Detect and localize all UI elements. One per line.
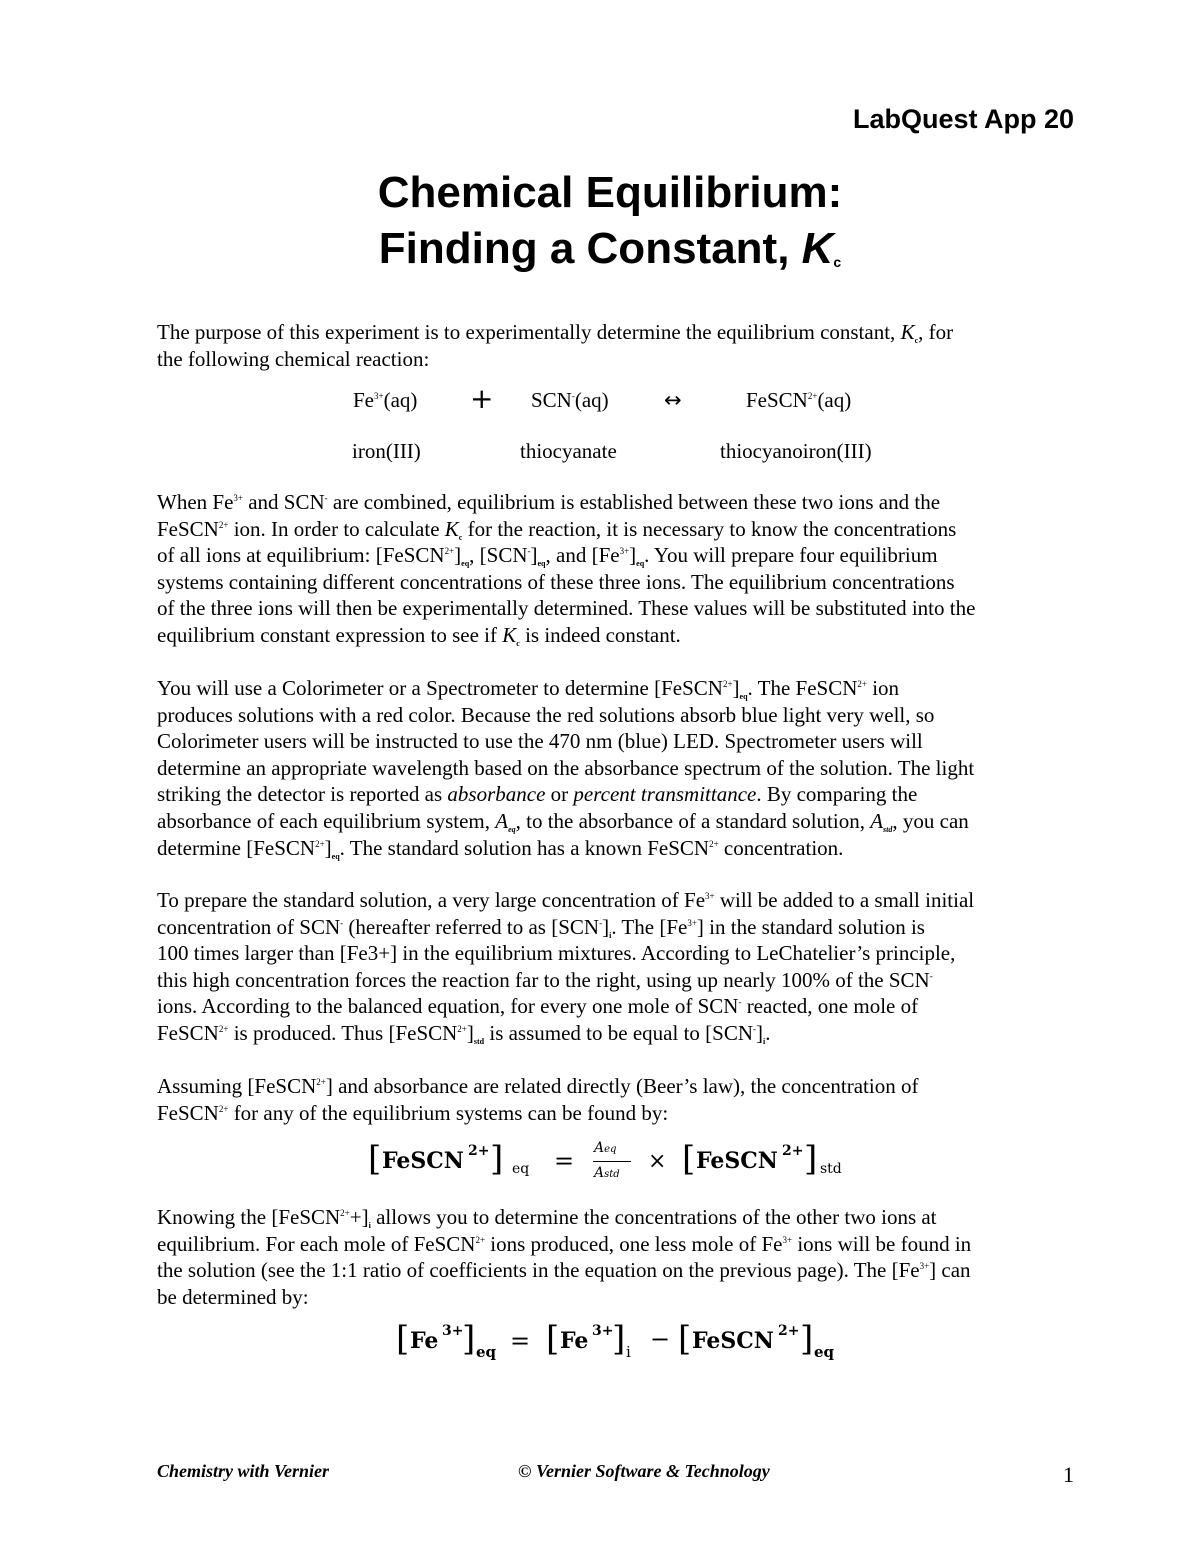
superscript: 2+ [218,519,229,530]
p3-l5a: striking the detector is reported as [157,782,448,807]
subscript: c [516,638,520,648]
text-run: and SCN [242,490,325,514]
f2-fescn: FeSCN [692,1328,774,1354]
p2-line [157,569,1077,596]
f2-fe2: Fe [560,1328,589,1354]
p3-l6b: , to the absorbance of a standard solution, [515,808,871,833]
p4-sup-b: 3+ [687,917,697,928]
intro-k: K [900,320,915,344]
p5-l2a: FeSCN [157,1100,219,1125]
scn-sup: - [571,391,575,401]
p3-or: or [545,782,574,807]
f1-lhs: FeSCN [382,1148,464,1174]
paragraph-beers-law [157,1073,1077,1126]
title-c: c [833,254,842,270]
f1-eq: eq [512,1161,530,1177]
p5-sup-b: 2+ [218,1103,229,1114]
intro-text-b: , for [918,320,954,344]
f1-times: × [648,1149,667,1174]
p6-l1c: allows you to determine the concentrations of the other two ions at [370,1205,937,1229]
p3-l1b: . The FeSCN [747,676,858,700]
name-thiocyanoiron: thiocyanoiron(III) [720,439,872,463]
f2-sup3b: 3+ [592,1323,614,1339]
p3-pt: percent transmittance [573,782,757,807]
scn-tail: (aq) [574,388,609,412]
p4-l4a: this high concentration forces the reaction far to the right, using up nearly 100% of the SCN [157,967,930,992]
fraction-bar [593,1161,631,1162]
text-run: ] [629,543,637,568]
f1-sup: 2+ [468,1143,490,1159]
footer-center: © Vernier Software & Technology [518,1461,770,1481]
p4-minus-e: - [753,1023,756,1034]
f1-rhs: FeSCN [696,1148,778,1174]
text-run: is indeed constant. [519,622,681,647]
p6-l2b: ions produced, one less mole of Fe [485,1231,783,1256]
p6-l1a: Knowing the [FeSCN [157,1205,341,1229]
p4-l3: 100 times larger than [Fe3+] in the equilibrium mixtures. According to LeChatelier’s principle, [157,941,956,966]
page-number: 1 [1063,1462,1074,1487]
p3-A2: A [870,808,884,833]
name-iron: iron(III) [352,439,421,463]
title-text: Finding a Constant, [378,224,802,273]
footer-left: Chemistry with Vernier [157,1461,330,1481]
p5-l2b: for any of the equilibrium systems can be found by: [228,1100,669,1125]
p4-i: i [609,930,612,940]
fescn-tail: (aq) [817,388,852,412]
subscript: eq [636,559,645,569]
p3-l7b: . The standard solution has a known FeSCN [339,835,710,860]
subscript: eq [537,559,546,569]
f2-b2: ] [462,1319,476,1359]
f2-b6: ] [800,1319,814,1359]
f2-sup2: 2+ [778,1323,800,1339]
f1-bracket-r: ] [490,1139,504,1179]
reaction-fescn [746,388,851,413]
text-run: FeSCN [157,516,219,541]
page-title-line2 [0,221,1200,290]
f1-den [594,1165,620,1181]
p3-A-std: std [883,824,893,834]
p4-l5b: reacted, one mole of [741,994,919,1019]
superscript: - [324,493,328,503]
p3-l1c: ion [866,676,900,700]
subscript: eq [461,559,470,569]
text-run: are combined, equilibrium is established between these two ions and the [327,490,941,514]
formula-fe-eq [396,1319,856,1375]
text-run: systems containing different concentrations of these three ions. The equilibrium concentrations [157,569,955,594]
f1-equals: = [554,1147,575,1175]
p3-sup-c: 2+ [315,838,325,849]
app-header: LabQuest App 20 [852,104,1074,134]
reaction-scn [531,388,609,413]
f2-fe: Fe [410,1328,439,1354]
p6-sup-c: 3+ [782,1234,793,1245]
text-run: for the reaction, it is necessary to know the concentrations [462,516,957,541]
paragraph-colorimeter: You will use a Colorimeter or a Spectrometer to determine $[FeSCN^{2+}]_{eq}$. The FeSCN$^{2+}$ ion produces solutions with a red color. Because the red solutions absorb blue light very well, so Colorimeter users will be instructed to use the 470 nm (blue) LED. Spectrometer users will determine an appropriate wavelength based on the absorbance spectrum of the solution. The light striking the detector is reported as absorbance or percent transmittance. By comparing the absorbance of each equilibrium system, Aeq, to the absorbance of a standard solution, Astd, you can determine $[FeSCN^{2+}]_{eq}$. The standard solution has a known FeSCN$^{2+}$ concentration. [157,675,1077,861]
f1-std: std [820,1161,842,1177]
p3-l2: produces solutions with a red color. Because the red solutions absorb blue light very well, so [157,702,935,727]
text-run: ] [454,543,462,568]
reaction-plus: + [470,382,494,415]
p4-l1b: will be added to a small initial [714,888,975,912]
fescn-text: FeSCN [746,388,808,412]
f2-b1: [ [396,1319,410,1359]
p3-sup: 2+ [722,679,733,689]
f2-b4: ] [612,1319,626,1359]
formula-fescn-eq [368,1139,868,1195]
p4-l6a: FeSCN [157,1020,219,1045]
p3-l7c: concentration. [718,835,844,860]
f2-b5: [ [678,1319,692,1359]
intro-paragraph [157,319,1077,372]
text-run: equilibrium constant expression to see if [157,622,503,647]
p4-l2c: . The [Fe [611,914,688,939]
p6-l1b: +] [349,1205,369,1229]
paragraph-standard-solution: To prepare the standard solution, a very large concentration of $Fe^{3+}$ will be added to a small initial concentration of SCN- (hereafter referred to as $[SCN^-]_i$. The $[Fe^{3+}]$ in the standard solution is 100 times larger than [Fe3+] in the equilibrium mixtures. According to LeChatelier’s principle, this high concentration forces the reaction far to the right, using up nearly 100% of the SCN- ions. According to the balanced equation, for every one mole of SCN- reacted, one mole of FeSCN$^{2+}$ is produced. Thus $[FeSCN^{2+}]_{std}$ is assumed to be equal to $[SCN^-]_i$. [157,887,1077,1047]
p6-sup-b: 2+ [475,1234,486,1245]
p3-sup-b: 2+ [857,679,867,689]
p4-l2a: concentration of SCN [157,914,341,939]
fe-text: Fe [353,388,374,412]
k-symbol: K [502,622,517,647]
p4-l2d: ] in the standard solution is [696,914,925,939]
text-run: ion. In order to calculate [228,516,445,541]
p6-l4: be determined by: [157,1284,309,1309]
p4-l2b: (hereafter referred to as [SCN [343,914,600,939]
superscript: - [527,546,531,557]
p3-l6c: , you can [892,808,969,833]
paragraph-knowing [157,1204,1077,1310]
f2-sup3: 3+ [442,1323,464,1339]
text-run: ] [530,543,538,568]
p6-l3a: the solution (see the 1:1 ratio of coefficients in the equation on the previous page). The [Fe [157,1258,920,1283]
p4-std: std [473,1036,485,1046]
p5-l1b: ] and absorbance are related directly (Beer’s law), the concentration of [325,1074,919,1098]
p3-A: A [495,808,509,833]
p2-line [157,542,1077,569]
fe-sup: 3+ [374,391,384,401]
p4-l1a: To prepare the standard solution, a very large concentration of Fe [157,888,706,912]
p6-i: i [368,1221,371,1230]
p3-absorbance: absorbance [447,782,546,807]
text-run: of the three ions will then be experimentally determined. These values will be substituted into the [157,596,976,621]
paragraph-equilibrium [157,489,1077,649]
text-run: . You will prepare four equilibrium [644,543,938,568]
superscript: 3+ [233,493,243,503]
subscript: c [458,532,463,542]
f2-eq2: eq [814,1343,835,1361]
p2-line [157,516,1077,543]
superscript: 2+ [444,546,455,557]
p3-l6a: absorbance of each equilibrium system, [157,808,496,833]
f1-bracket-r2: ] [804,1139,818,1179]
p4-minus-c: - [929,970,933,981]
p6-sup-d: 3+ [919,1261,930,1272]
superscript: 3+ [619,546,630,557]
p4-sup-c: 2+ [218,1023,229,1034]
reaction-fe [353,388,417,413]
f2-equals: = [510,1327,531,1355]
p4-sup: 3+ [705,891,715,901]
p3-l5b: . By comparing the [756,782,918,807]
p5-l1a: Assuming [FeSCN [157,1074,317,1098]
intro-c: c [914,336,919,345]
name-thiocyanate: thiocyanate [520,439,617,463]
f1-den-sub: std [604,1169,620,1180]
p2-line [157,489,1077,516]
text-run: , and [Fe [545,543,620,568]
f1-num [594,1140,616,1156]
page-title-line1: Chemical Equilibrium: [377,168,843,217]
p3-l3: Colorimeter users will be instructed to use the 470 nm (blue) LED. Spectrometer users will [157,729,923,754]
intro-line2: the following chemical reaction: [157,346,430,371]
title-k: K [801,224,834,273]
p4-sup-d: 2+ [457,1023,467,1034]
p3-l4: determine an appropriate wavelength based on the absorbance spectrum of the solution. The light [157,755,975,780]
p6-l3b: ] can [929,1258,971,1283]
f1-sup2: 2+ [782,1143,804,1159]
p3-A-eq: eq [508,824,516,834]
p6-l2a: equilibrium. For each mole of FeSCN [157,1231,476,1256]
p4-minus: - [340,917,344,928]
scn-text: SCN [531,388,572,412]
p4-l6b: is produced. Thus [FeSCN [228,1020,458,1045]
k-symbol: K [444,516,459,541]
f1-bracket-l2: [ [682,1139,696,1179]
p3-l1a: You will use a Colorimeter or a Spectrometer to determine [FeSCN [157,676,723,700]
intro-text-a: The purpose of this experiment is to experimentally determine the equilibrium constant, [157,320,901,344]
f2-b3: [ [546,1319,560,1359]
p4-l6c: is assumed to be equal to [SCN [484,1020,753,1045]
f1-num-a: A [594,1140,605,1156]
f1-den-a: A [594,1165,605,1181]
p3-eq-b: eq [331,851,340,861]
f1-num-sub: eq [604,1144,617,1155]
reaction-arrow: ↔ [664,388,682,412]
f2-eq: eq [476,1343,497,1361]
p3-sup-d: 2+ [709,838,719,849]
text-run: When Fe [157,490,234,514]
fe-tail: (aq) [383,388,418,412]
p5-sup: 2+ [316,1077,326,1087]
p2-line [157,622,1077,649]
p2-line [157,595,1077,622]
fescn-sup: 2+ [807,391,818,401]
p3-l7a: determine [FeSCN [157,835,316,860]
p4-i-b: i [763,1036,766,1046]
p3-eq: eq [739,692,748,701]
f2-minus: − [650,1325,671,1353]
p6-sup: 2+ [340,1208,350,1218]
p4-l5a: ions. According to the balanced equation, for every one mole of SCN [157,994,739,1019]
f2-i: i [626,1343,631,1361]
text-run: , [SCN [469,543,528,568]
p6-l2c: ions will be found in [792,1231,972,1256]
p4-minus-b: - [599,917,603,928]
p4-l6d: . [765,1020,771,1045]
f1-bracket-l: [ [368,1139,382,1179]
text-run: of all ions at equilibrium: [FeSCN [157,543,445,568]
p4-minus-d: - [738,997,742,1008]
